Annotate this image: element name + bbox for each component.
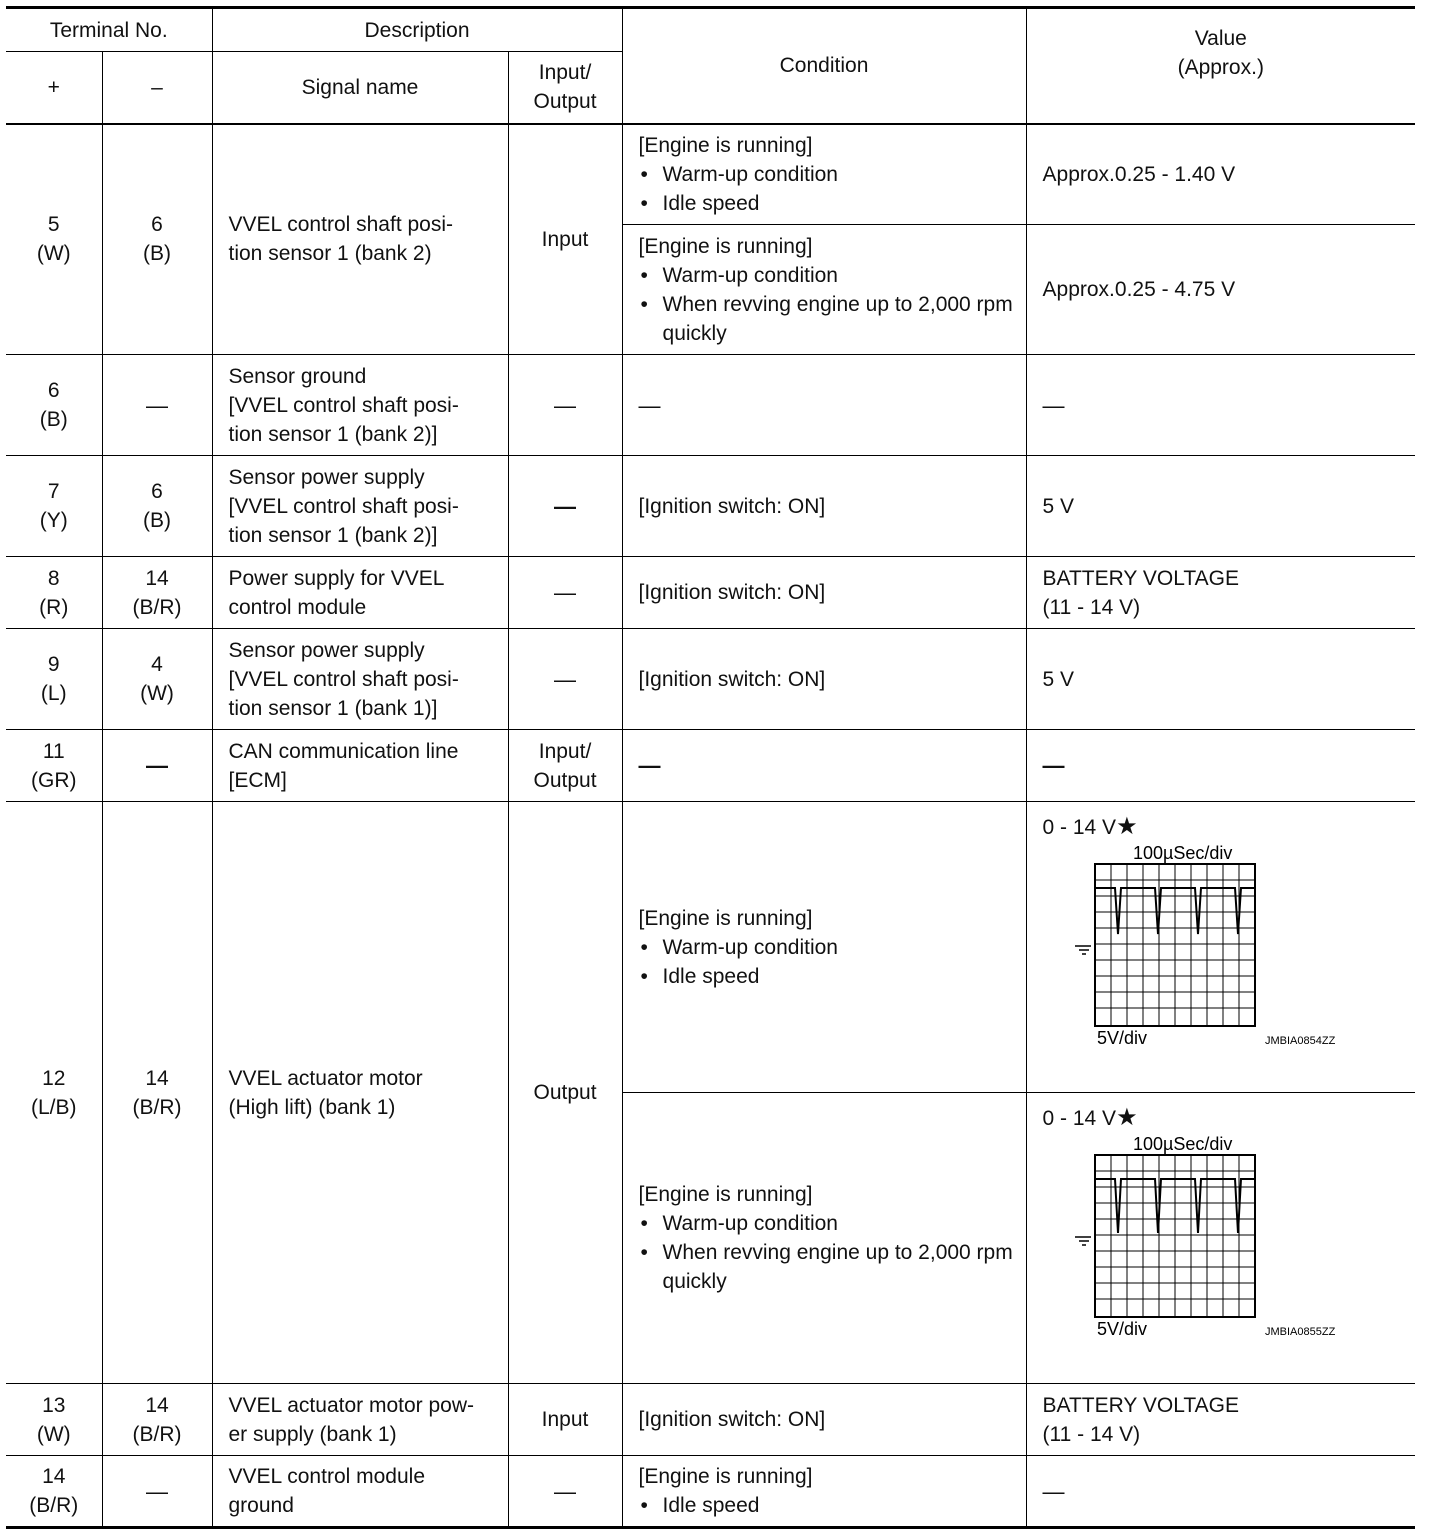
condition-head: [Engine is running] [638,1183,813,1206]
oscilloscope-svg [1043,842,1383,1072]
condition: [Ignition switch: ON] [622,1384,1026,1456]
terminal-minus: — [102,730,212,802]
condition-bullet: • When revving engine up to 2,000 rpm quickly [639,290,1020,348]
condition [622,802,1026,1093]
value: 5 V [1026,629,1415,730]
waveform-value [1043,1103,1410,1133]
condition-head: [Engine is running] [638,906,813,930]
input-output: — [508,456,622,557]
value: Approx.0.25 - 4.75 V [1026,225,1415,355]
terminal-minus: 6 (B) [102,124,212,355]
condition-bullet: • When revving engine up to 2,000 rpm quickly [639,1238,1020,1296]
terminal-minus: 14 (B/R) [102,1384,212,1456]
oscilloscope-svg [1043,1133,1383,1363]
oscilloscope-waveform [1043,1133,1403,1383]
condition [622,225,1026,355]
value-waveform [1026,1093,1415,1384]
header-signal-name: Signal name [212,52,508,124]
value: BATTERY VOLTAGE (11 - 14 V) [1026,557,1415,629]
terminal-minus: 4 (W) [102,629,212,730]
terminal-plus: 14 (B/R) [6,1456,102,1528]
header-minus: – [102,52,212,124]
condition: [Ignition switch: ON] [622,557,1026,629]
input-output: — [508,629,622,730]
star-icon: ★ [1116,1104,1138,1131]
condition-head: [Engine is running] [638,133,813,157]
value: — [1026,1456,1415,1528]
condition: — [622,355,1026,456]
input-output: Input/ Output [508,730,622,802]
condition-head: [Engine is running] [638,1465,813,1488]
terminal-plus: 6 (B) [6,355,102,456]
condition [622,124,1026,225]
time-div-label: 100µSec/div [1132,1134,1232,1154]
value: BATTERY VOLTAGE (11 - 14 V) [1026,1384,1415,1456]
terminal-plus: 8 (R) [6,557,102,629]
terminal-plus: 9 (L) [6,629,102,730]
terminal-plus: 7 (Y) [6,456,102,557]
waveform-value [1043,812,1410,842]
condition: [Ignition switch: ON] [622,629,1026,730]
ground-icon [1075,1237,1091,1245]
table-row [6,629,1415,730]
header-description: Description [212,8,622,52]
input-output: Output [508,802,622,1384]
value-waveform [1026,802,1415,1093]
table-row [6,730,1415,802]
signal-name: VVEL control module ground [212,1456,508,1528]
terminal-minus: 6 (B) [102,456,212,557]
header-condition: Condition [622,8,1026,124]
terminal-minus: — [102,355,212,456]
terminal-minus: — [102,1456,212,1528]
header-plus: + [6,52,102,124]
condition-bullet: • Idle speed [639,962,1020,991]
terminal-spec-table [6,6,1415,1529]
volt-div-label: 5V/div [1096,1028,1147,1048]
oscilloscope-waveform [1043,842,1403,1092]
header-value: Value (Approx.) [1026,8,1415,124]
figure-code: JMBIA0854ZZ [1264,1035,1335,1047]
condition-bullet: • Warm-up condition [639,261,1020,290]
signal-name: VVEL control shaft posi- tion sensor 1 (bank 2) [212,124,508,355]
value: — [1026,730,1415,802]
table-row [6,355,1415,456]
signal-name: Sensor ground [VVEL control shaft posi- tion sensor 1 (bank 2)] [212,355,508,456]
signal-name: VVEL actuator motor (High lift) (bank 1) [212,802,508,1384]
header-terminal-no: Terminal No. [6,8,212,52]
signal-name: Power supply for VVEL control module [212,557,508,629]
ground-icon [1075,946,1091,954]
time-div-label: 100µSec/div [1132,843,1232,863]
condition-bullet: • Warm-up condition [639,1209,1020,1238]
input-output: — [508,557,622,629]
waveform-value-text: 0 - 14 V [1042,1107,1117,1130]
signal-name: Sensor power supply [VVEL control shaft posi- tion sensor 1 (bank 1)] [212,629,508,730]
value: 5 V [1026,456,1415,557]
condition-head: [Engine is running] [638,234,813,258]
header-input-output: Input/ Output [508,52,622,124]
star-icon: ★ [1116,813,1138,840]
table-row [6,1384,1415,1456]
condition-bullet: • Warm-up condition [639,160,1020,189]
table-row [6,557,1415,629]
terminal-minus: 14 (B/R) [102,557,212,629]
input-output: Input [508,1384,622,1456]
figure-code: JMBIA0855ZZ [1264,1326,1335,1338]
volt-div-label: 5V/div [1096,1319,1147,1339]
terminal-plus: 5 (W) [6,124,102,355]
terminal-minus: 14 (B/R) [102,802,212,1384]
terminal-plus: 11 (GR) [6,730,102,802]
condition [622,1093,1026,1384]
input-output: — [508,355,622,456]
table-row [6,456,1415,557]
condition [622,1456,1026,1528]
terminal-plus: 13 (W) [6,1384,102,1456]
condition: — [622,730,1026,802]
signal-name: Sensor power supply [VVEL control shaft posi- tion sensor 1 (bank 2)] [212,456,508,557]
signal-name: CAN communication line [ECM] [212,730,508,802]
waveform-value-text: 0 - 14 V [1042,816,1117,839]
condition-bullet: • Idle speed [639,1491,1020,1520]
condition: [Ignition switch: ON] [622,456,1026,557]
input-output: Input [508,124,622,355]
terminal-plus: 12 (L/B) [6,802,102,1384]
condition-bullet: • Idle speed [639,189,1020,218]
signal-name: VVEL actuator motor pow- er supply (bank 1) [212,1384,508,1456]
input-output: — [508,1456,622,1528]
value: — [1026,355,1415,456]
table-row [6,802,1415,1093]
table-row [6,1456,1415,1528]
table-row [6,124,1415,225]
value: Approx.0.25 - 1.40 V [1026,124,1415,225]
condition-bullet: • Warm-up condition [639,933,1020,962]
